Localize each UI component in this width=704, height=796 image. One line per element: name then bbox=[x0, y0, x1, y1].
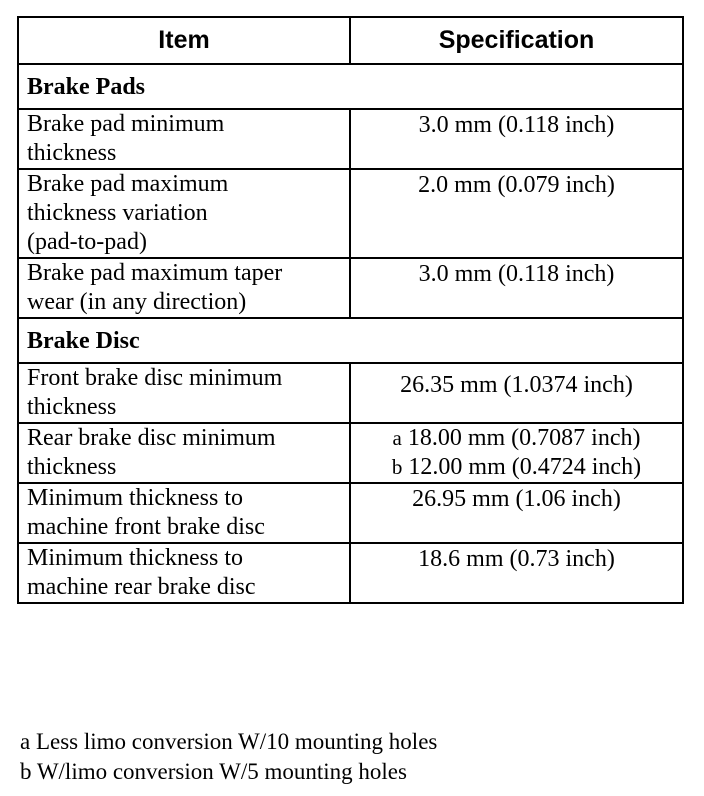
item-cell bbox=[18, 258, 350, 318]
item-cell bbox=[18, 109, 350, 169]
table-row bbox=[18, 363, 683, 423]
footnote-b: b W/limo conversion W/5 mounting holes bbox=[20, 759, 407, 784]
item-line: Front brake disc minimum bbox=[27, 365, 283, 391]
item-line: thickness bbox=[27, 394, 117, 420]
spec-cell: 26.95 mm (1.06 inch) bbox=[350, 483, 683, 543]
table-row bbox=[18, 258, 683, 318]
spec-cell: 26.35 mm (1.0374 inch) bbox=[350, 363, 683, 423]
item-line: Brake pad maximum bbox=[27, 171, 229, 197]
item-cell bbox=[18, 543, 350, 603]
item-line: Minimum thickness to bbox=[27, 545, 243, 571]
item-line: thickness variation bbox=[27, 200, 208, 226]
spec-cell: 18.6 mm (0.73 inch) bbox=[350, 543, 683, 603]
section-title-brake-disc: Brake Disc bbox=[18, 318, 683, 363]
section-title-brake-pads: Brake Pads bbox=[18, 64, 683, 109]
spec-cell: 2.0 mm (0.079 inch) bbox=[350, 169, 683, 258]
spec-cell: 3.0 mm (0.118 inch) bbox=[350, 258, 683, 318]
footnote-marker-b: b bbox=[391, 455, 403, 479]
spec-cell bbox=[350, 423, 683, 483]
footnote-marker-a: a bbox=[392, 426, 402, 450]
item-line: Rear brake disc minimum bbox=[27, 425, 276, 451]
section-row bbox=[18, 318, 683, 363]
item-cell bbox=[18, 483, 350, 543]
item-line: Brake pad maximum taper bbox=[27, 260, 283, 286]
item-line: machine rear brake disc bbox=[27, 574, 256, 600]
spec-cell: 3.0 mm (0.118 inch) bbox=[350, 109, 683, 169]
footnotes bbox=[20, 727, 437, 787]
table-row bbox=[18, 109, 683, 169]
item-line: thickness bbox=[27, 454, 117, 480]
item-cell bbox=[18, 169, 350, 258]
item-line: thickness bbox=[27, 140, 117, 166]
table-row bbox=[18, 423, 683, 483]
item-line: machine front brake disc bbox=[27, 514, 265, 540]
table-row bbox=[18, 169, 683, 258]
item-cell bbox=[18, 423, 350, 483]
item-cell bbox=[18, 363, 350, 423]
spec-value-b: 12.00 mm (0.4724 inch) bbox=[408, 454, 642, 480]
item-line: Brake pad minimum bbox=[27, 111, 225, 137]
item-line: wear (in any direction) bbox=[27, 289, 247, 315]
spec-value-a: 18.00 mm (0.7087 inch) bbox=[407, 425, 641, 451]
header-row bbox=[18, 17, 683, 64]
spec-line-b bbox=[359, 453, 674, 482]
item-line: (pad-to-pad) bbox=[27, 229, 147, 255]
table-row bbox=[18, 483, 683, 543]
spec-line-a bbox=[359, 424, 674, 453]
spec-table bbox=[17, 16, 684, 604]
footnote-a: a Less limo conversion W/10 mounting holes bbox=[20, 729, 438, 754]
header-item: Item bbox=[18, 17, 350, 64]
item-line: Minimum thickness to bbox=[27, 485, 243, 511]
table-row bbox=[18, 543, 683, 603]
section-row bbox=[18, 64, 683, 109]
header-specification: Specification bbox=[350, 17, 683, 64]
